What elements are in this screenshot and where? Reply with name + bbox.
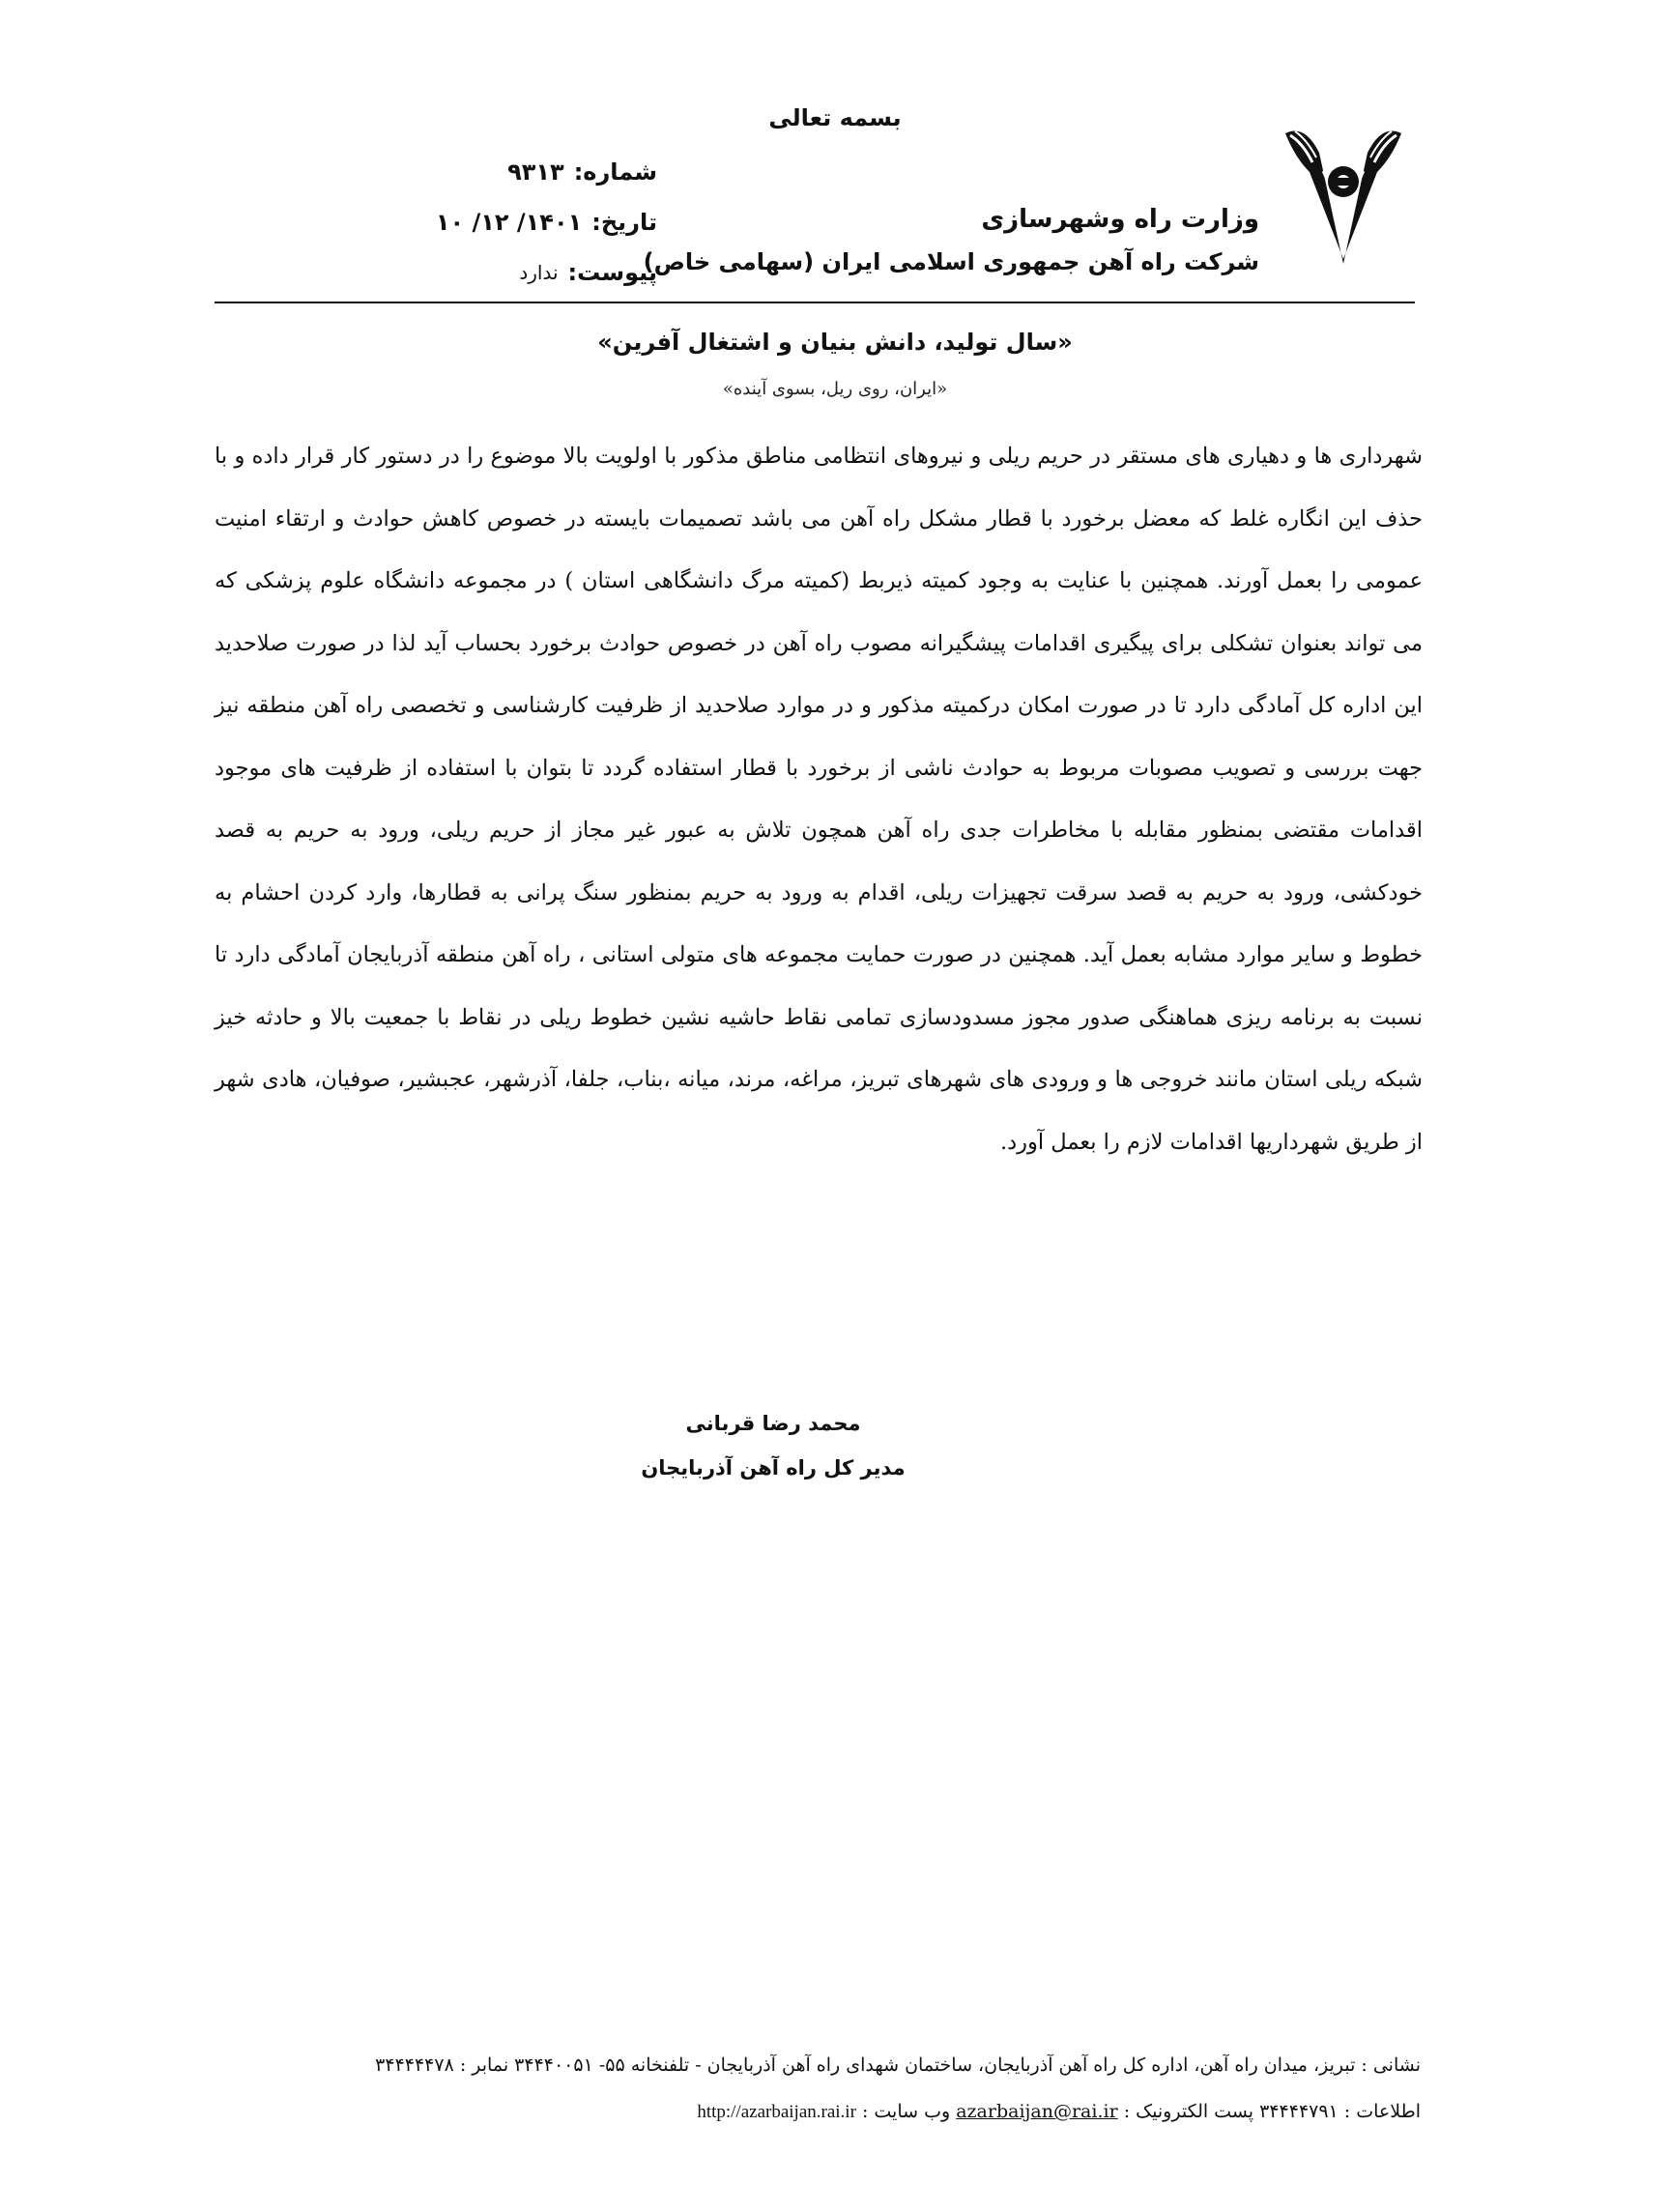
number-value: ۹۳۱۳ bbox=[507, 158, 564, 186]
signature-block bbox=[580, 1401, 966, 1490]
email-link[interactable]: azarbaijan@rai.ir bbox=[956, 2101, 1118, 2122]
date-value: ۱۴۰۱/ ۱۲/ ۱۰ bbox=[435, 209, 583, 236]
date-label: تاریخ: bbox=[591, 209, 657, 236]
railway-logo bbox=[1276, 114, 1411, 269]
website-label: وب سایت : bbox=[861, 2101, 951, 2122]
header-divider bbox=[215, 302, 1415, 303]
footer-contact bbox=[367, 2101, 1421, 2123]
year-slogan: «سال تولید، دانش بنیان و اشتغال آفرین» bbox=[597, 329, 1073, 356]
footer-address: نشانی : تبریز، میدان راه آهن، اداره کل راه آهن آذربایجان، ساختمان شهدای راه آهن آذربایجان - تلفنخانه ۵۵- ۳۴۴۴۰۰۵۱ نمابر : ۳۴۴۴۴۴۷۸ bbox=[375, 2054, 1421, 2076]
signer-name: محمد رضا قربانی bbox=[685, 1412, 861, 1435]
attachment-label: پیوست: bbox=[567, 259, 657, 286]
signer-title: مدیر کل راه آهن آذربایجان bbox=[641, 1456, 906, 1479]
number-row bbox=[425, 147, 657, 197]
letter-metadata bbox=[425, 147, 657, 298]
website-link[interactable]: http://azarbaijan.rai.ir bbox=[697, 2102, 856, 2122]
ministry-name: وزارت راه وشهرسازی bbox=[981, 205, 1259, 234]
info-label: اطلاعات : ۳۴۴۴۴۷۹۱ پست الکترونیک : bbox=[1123, 2101, 1421, 2122]
date-row bbox=[425, 197, 657, 247]
bismillah-heading: بسمه تعالی bbox=[768, 104, 902, 131]
organization-block bbox=[644, 198, 1259, 283]
letter-body: شهرداری ها و دهیاری های مستقر در حریم ریلی و نیروهای انتظامی مناطق مذکور با اولویت بالا موضوع را در دستور کار قرار داده و با حذف این انگاره غلط که معضل برخورد با قطار مشکل راه آهن می باشد تصمیمات بایسته در خصوص کاهش حوادث و ارتقاء امنیت عمومی را بعمل آورند. همچنین با عنایت به وجود کمیته ذیربط (کمیته مرگ دانشگاهی استان ) در مجموعه دانشگاه علوم پزشکی که می تواند بعنوان تشکلی برای پیگیری اقدامات پیشگیرانه مصوب راه آهن در خصوص حوادث برخورد بحساب آید لذا در صورت صلاحدید این اداره کل آمادگی دارد تا در صورت امکان درکمیته مذکور و در موارد صلاحدید از ظرفیت کارشناسی و تخصصی راه آهن منطقه نیز جهت بررسی و تصویب مصوبات مربوط به حوادث ناشی از برخورد با قطار استفاده گردد تا بتوان با استفاده از ظرفیت های موجود اقدامات مقتضی بمنظور مقابله با مخاطرات جدی راه آهن همچون تلاش به عبور غیر مجاز از حریم ریلی، ورود به حریم به قصد خودکشی، ورود به حریم به قصد سرقت تجهیزات ریلی، اقدام به ورود به حریم بمنظور سنگ پرانی به قطارها، وارد کردن احشام به خطوط و سایر موارد مشابه بعمل آید. همچنین در صورت حمایت مجموعه های متولی استانی ، راه آهن منطقه آذربایجان آمادگی دارد تا نسبت به برنامه ریزی هماهنگی صدور مجوز مسدودسازی تمامی نقاط حاشیه نشین خطوط ریلی در نقاط با جمعیت بالا و حادثه خیز شبکه ریلی استان مانند خروجی ها و ورودی های شهرهای تبریز، مراغه، مرند، میانه ،بناب، جلفا، آذرشهر، عجبشیر، صوفیان، هادی شهر از طریق شهرداریها اقدامات لازم را بعمل آورد. bbox=[215, 444, 1423, 1155]
attachment-value: ندارد bbox=[519, 261, 559, 284]
railway-slogan: «ایران، روی ریل، بسوی آینده» bbox=[722, 379, 948, 399]
company-name: شرکت راه آهن جمهوری اسلامی ایران (سهامی خاص) bbox=[643, 248, 1259, 275]
winged-wheel-icon bbox=[1276, 114, 1411, 269]
attachment-row bbox=[425, 247, 657, 298]
number-label: شماره: bbox=[573, 158, 657, 186]
